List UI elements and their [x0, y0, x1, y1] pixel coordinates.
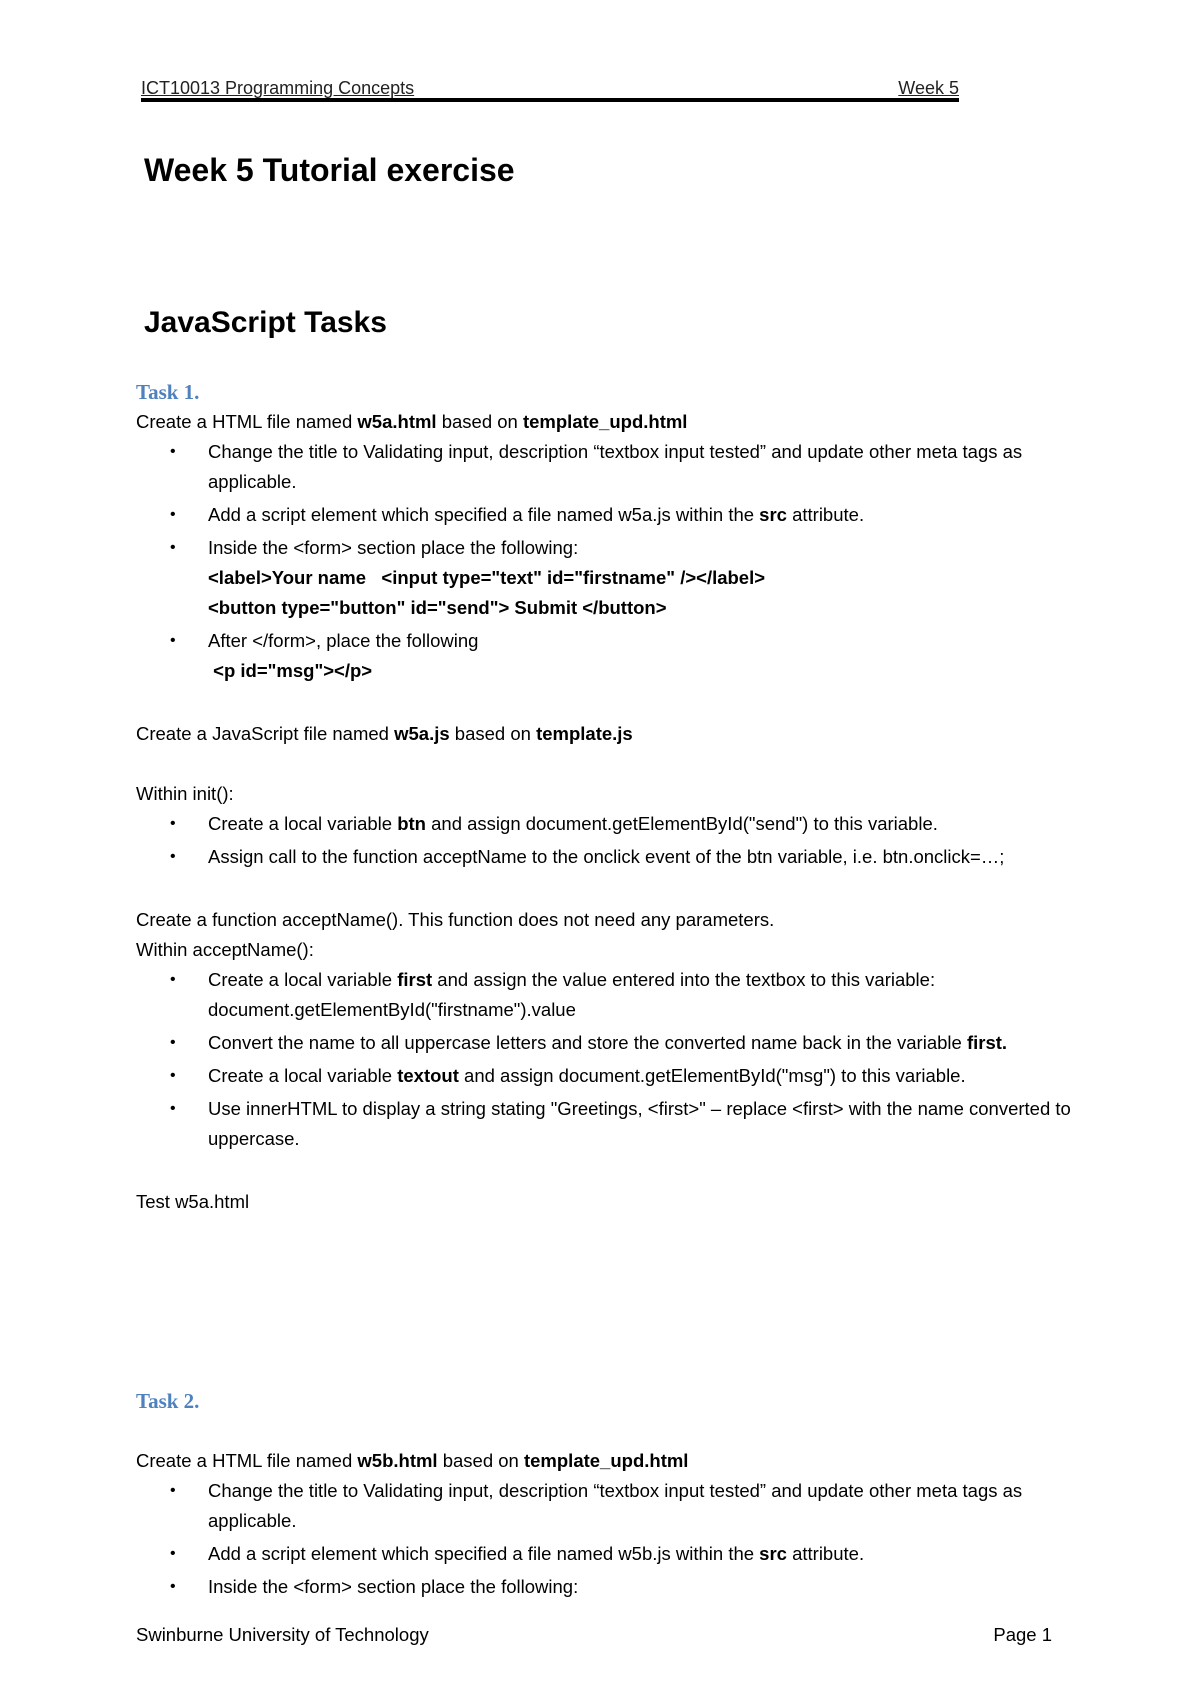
task1-body	[136, 407, 1076, 1217]
intro-template: template_upd.html	[522, 411, 688, 432]
list-item	[136, 626, 1076, 686]
item-var: first.	[966, 1032, 1008, 1053]
item-text: attribute.	[786, 1543, 865, 1564]
init-steps	[136, 809, 1076, 872]
item-text: Create a local variable	[208, 813, 398, 834]
list-item: • Use innerHTML to display a string stating "Greetings, <first>" – replace <first> with the name converted to uppercase.	[136, 1094, 1076, 1154]
intro-text: based on	[449, 723, 537, 744]
footer-org: Swinburne University of Technology	[136, 1624, 429, 1645]
list-item	[136, 1028, 1076, 1058]
intro-template: template.js	[536, 723, 633, 744]
task1-html-steps	[136, 437, 1076, 686]
intro-text: Create a HTML file named	[136, 411, 358, 432]
section-title: JavaScript Tasks	[144, 306, 387, 339]
task2-html-steps	[136, 1476, 1076, 1602]
intro-text: based on	[436, 411, 523, 432]
list-item: • Change the title to Validating input, description “textbox input tested” and update other meta tags as applicable.	[136, 437, 1076, 497]
page-footer	[136, 1624, 1052, 1646]
list-item: • Change the title to Validating input, description “textbox input tested” and update other meta tags as applicable.	[136, 1476, 1076, 1536]
item-text: • Inside the <form> section place the following:	[208, 537, 579, 558]
intro-text: Create a JavaScript file named	[136, 723, 395, 744]
spacer	[136, 875, 1076, 905]
intro-file: w5a.html	[357, 411, 437, 432]
item-var: btn	[397, 813, 426, 834]
task1-heading: Task 1.	[136, 380, 200, 404]
page-number: Page 1	[993, 1624, 1052, 1645]
spacer	[136, 749, 1076, 779]
list-item: • Assign call to the function acceptName to the onclick event of the btn variable, i.e. btn.onclick=…;	[136, 842, 1076, 872]
func-heading: Within acceptName():	[136, 939, 314, 960]
func-intro: Create a function acceptName(). This function does not need any parameters.	[136, 909, 775, 930]
intro-text: based on	[437, 1450, 524, 1471]
header-course: ICT10013 Programming Concepts	[141, 78, 415, 98]
item-text: Create a local variable	[208, 1065, 398, 1086]
task1-js-intro	[136, 719, 1076, 749]
task2-heading: Task 2.	[136, 1389, 200, 1413]
list-item: • Inside the <form> section place the following:	[136, 1572, 1076, 1602]
spacer	[136, 689, 1076, 719]
list-item	[136, 965, 1076, 1025]
intro-template: template_upd.html	[523, 1450, 689, 1471]
list-item	[136, 500, 1076, 530]
item-text: and assign document.getElementById("msg") to this variable.	[458, 1065, 966, 1086]
intro-file: w5a.js	[394, 723, 450, 744]
list-item	[136, 533, 1076, 623]
spacer	[136, 1157, 1076, 1187]
func-steps	[136, 965, 1076, 1154]
task2-intro	[136, 1446, 1076, 1476]
item-text: attribute.	[786, 504, 865, 525]
code-line: <button type="button" id="send"> Submit </button>	[208, 597, 667, 618]
item-text: and assign document.getElementById("send") to this variable.	[425, 813, 938, 834]
item-var: first	[397, 969, 433, 990]
code-line: <label>Your name <input type="text" id="firstname" /></label>	[208, 567, 766, 588]
item-text: Add a script element which specified a file named w5b.js within the	[208, 1543, 760, 1564]
item-var: textout	[397, 1065, 459, 1086]
item-text: and assign the value entered into the textbox to this variable: document.getElementById("firstname").value	[208, 969, 936, 1020]
item-attr: src	[759, 1543, 787, 1564]
list-item	[136, 809, 1076, 839]
list-item	[136, 1061, 1076, 1091]
item-text: Create a local variable	[208, 969, 398, 990]
item-text: • After </form>, place the following	[208, 630, 479, 651]
item-attr: src	[759, 504, 787, 525]
intro-file: w5b.html	[357, 1450, 438, 1471]
header-week: Week 5	[898, 78, 959, 98]
intro-text: Create a HTML file named	[136, 1450, 358, 1471]
task1-test: Test w5a.html	[136, 1191, 250, 1212]
init-heading: Within init():	[136, 783, 234, 804]
item-text: Convert the name to all uppercase letters and store the converted name back in the variable	[208, 1032, 967, 1053]
code-line: <p id="msg"></p>	[208, 660, 373, 681]
task2-body	[136, 1446, 1076, 1605]
list-item	[136, 1539, 1076, 1569]
task1-intro	[136, 407, 1076, 437]
item-text: Add a script element which specified a file named w5a.js within the	[208, 504, 760, 525]
header-rule	[141, 98, 959, 102]
document-title: Week 5 Tutorial exercise	[144, 152, 515, 188]
